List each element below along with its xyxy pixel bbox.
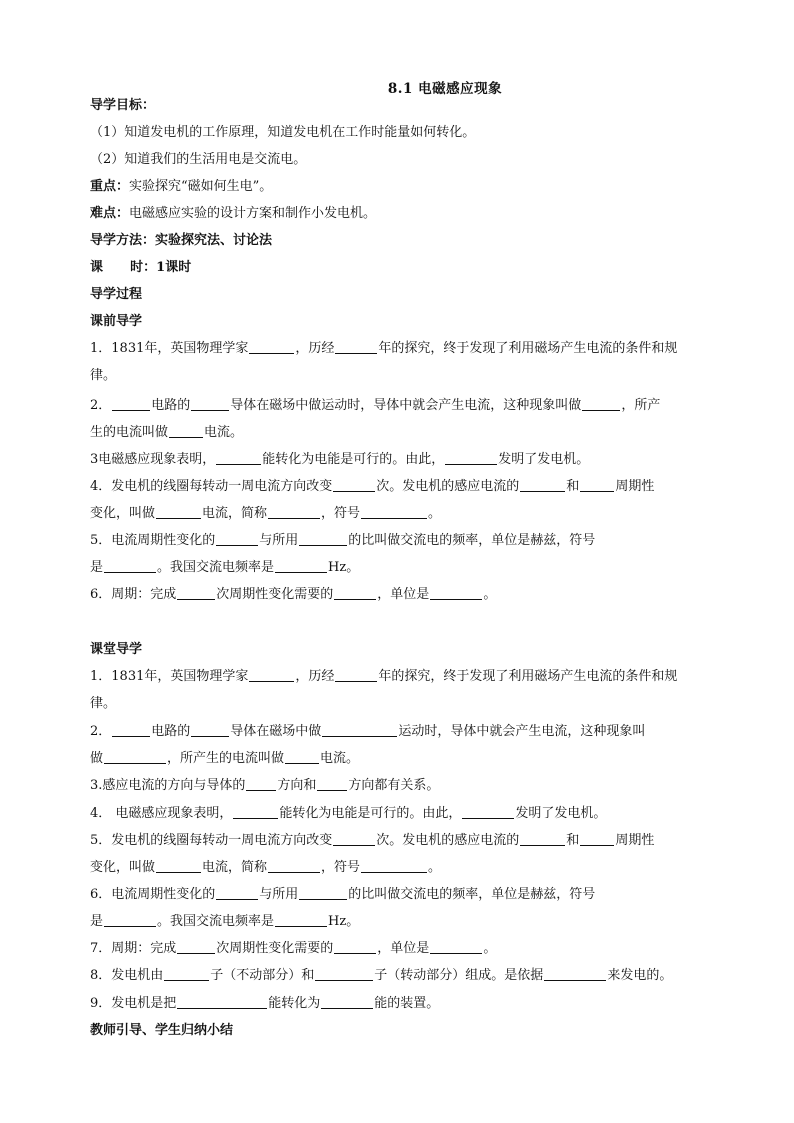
text: 和 [566, 479, 580, 494]
text: 电路的 [151, 724, 191, 739]
blank [104, 559, 156, 573]
class-q2-line2 [90, 750, 720, 768]
period-line [90, 259, 720, 277]
class-q6-line1 [90, 886, 720, 904]
blank [268, 859, 320, 873]
text: 年的探究，终于发现了利用磁场产生电流的条件和规 [378, 341, 678, 356]
blank [582, 397, 620, 411]
class-q6-line2 [90, 913, 720, 931]
blank [361, 505, 427, 519]
text: 的比叫做交流电的频率，单位是赫兹，符号 [348, 887, 596, 902]
pre-q4-line1 [90, 478, 720, 496]
difficult-label: 难点： [90, 206, 130, 221]
text: 变化，叫做 [90, 860, 156, 875]
text: 导体在磁场中做 [230, 724, 322, 739]
blank [520, 478, 565, 492]
class-q5-line1 [90, 832, 720, 850]
period-value: 1课时 [156, 260, 192, 275]
text: 2． [90, 724, 112, 739]
text: 与所用 [259, 887, 299, 902]
text: 次周期性变化需要的 [216, 941, 334, 956]
process-heading: 导学过程 [90, 287, 143, 302]
blank [445, 451, 497, 465]
class-q3 [90, 777, 720, 795]
text: 发明了发电机。 [498, 452, 590, 467]
text: Hz。 [328, 914, 360, 929]
text: 9．发电机是把 [90, 996, 177, 1011]
pre-q2-line2 [90, 424, 720, 442]
text: 和 [566, 833, 580, 848]
blank [317, 777, 347, 791]
blank [216, 451, 261, 465]
key-label: 重点： [90, 179, 130, 194]
text: 。 [483, 587, 497, 602]
blank [177, 586, 215, 600]
class-q1-line2: 律。 [90, 696, 117, 711]
pre-q1-line2: 律。 [90, 368, 117, 383]
pre-q2-line1 [90, 397, 720, 415]
blank [112, 397, 150, 411]
blank [299, 886, 347, 900]
text: 能的装置。 [374, 996, 440, 1011]
text: 1．1831年，英国物理学家 [90, 341, 249, 356]
pre-q3 [90, 451, 720, 469]
blank [462, 805, 514, 819]
text: 7．周期：完成 [90, 941, 177, 956]
pre-q1-line1 [90, 340, 720, 358]
text: 导体在磁场中做运动时，导体中就会产生电流，这种现象叫做 [230, 398, 582, 413]
text: 发明了发电机。 [515, 806, 607, 821]
method-line: 导学方法：实验探究法、讨论法 [90, 233, 273, 248]
text: 周期性 [615, 479, 655, 494]
text: 4．发电机的线圈每转动一周电流方向改变 [90, 479, 333, 494]
text: 1．1831年，英国物理学家 [90, 669, 249, 684]
text: 电流，简称 [202, 506, 268, 521]
blank [104, 750, 166, 764]
text: 方向都有关系。 [348, 778, 440, 793]
blank [430, 586, 482, 600]
text: 3.感应电流的方向与导体的 [90, 778, 246, 793]
blank [335, 668, 377, 682]
class-q9 [90, 995, 720, 1013]
text: 次周期性变化需要的 [216, 587, 334, 602]
class-q1-line1 [90, 668, 720, 686]
text: 次。发电机的感应电流的 [376, 479, 520, 494]
text: ，符号 [321, 506, 361, 521]
blank [268, 505, 320, 519]
text: ，符号 [321, 860, 361, 875]
blank [104, 913, 156, 927]
blank [164, 967, 209, 981]
blank [177, 995, 267, 1009]
blank [275, 559, 327, 573]
text: 电流。 [320, 751, 360, 766]
blank [233, 805, 278, 819]
class-q7 [90, 940, 720, 958]
summary-heading: 教师引导、学生归纳小结 [90, 1023, 234, 1038]
blank [334, 586, 376, 600]
text: 电流。 [204, 425, 244, 440]
key-text: 实验探究“磁如何生电”。 [129, 179, 273, 194]
class-q4 [90, 805, 720, 823]
text: ，历经 [295, 341, 335, 356]
text: 能转化为电能是可行的。由此， [262, 452, 445, 467]
class-q8 [90, 967, 720, 985]
blank [156, 505, 201, 519]
text: 5．电流周期性变化的 [90, 533, 216, 548]
text: 8．发电机由 [90, 968, 164, 983]
blank [321, 995, 373, 1009]
text: 6．周期：完成 [90, 587, 177, 602]
in-class-heading: 课堂导学 [90, 642, 143, 657]
text: 2． [90, 398, 112, 413]
blank [334, 940, 376, 954]
text: 。 [428, 506, 442, 521]
blank [335, 340, 377, 354]
text: ，单位是 [377, 587, 430, 602]
text: ，所产 [621, 398, 661, 413]
text: 3电磁感应现象表明， [90, 452, 216, 467]
blank [156, 859, 201, 873]
blank [315, 967, 373, 981]
text: 6．电流周期性变化的 [90, 887, 216, 902]
text: 生的电流叫做 [90, 425, 169, 440]
blank [322, 723, 397, 737]
text: 的比叫做交流电的频率，单位是赫兹，符号 [348, 533, 596, 548]
blank [246, 777, 276, 791]
blank [275, 913, 327, 927]
text: Hz。 [328, 560, 360, 575]
pre-class-heading: 课前导学 [90, 314, 143, 329]
text: 年的探究，终于发现了利用磁场产生电流的条件和规 [378, 669, 678, 684]
text: 电路的 [151, 398, 191, 413]
text: 4． 电磁感应现象表明， [90, 806, 233, 821]
text: 。 [483, 941, 497, 956]
blank [249, 340, 294, 354]
text: 能转化为电能是可行的。由此， [279, 806, 462, 821]
blank [580, 478, 614, 492]
key-point [90, 178, 720, 196]
blank [169, 424, 203, 438]
blank [177, 940, 215, 954]
goals-heading: 导学目标： [90, 98, 156, 113]
goal-1: （1）知道发电机的工作原理，知道发电机在工作时能量如何转化。 [90, 125, 476, 140]
text: 。我国交流电频率是 [157, 914, 275, 929]
blank [191, 397, 229, 411]
text: 能转化为 [268, 996, 321, 1011]
blank [520, 832, 565, 846]
goal-2: （2）知道我们的生活用电是交流电。 [90, 152, 307, 167]
text: ，历经 [295, 669, 335, 684]
class-q5-line2 [90, 859, 720, 877]
difficult-text: 电磁感应实验的设计方案和制作小发电机。 [129, 206, 377, 221]
pre-q6 [90, 586, 720, 604]
text: 运动时，导体中就会产生电流，这种现象叫 [398, 724, 646, 739]
text: ，所产生的电流叫做 [167, 751, 285, 766]
text: 5．发电机的线圈每转动一周电流方向改变 [90, 833, 333, 848]
text: 电流，简称 [202, 860, 268, 875]
blank [216, 532, 258, 546]
blank [361, 859, 427, 873]
text: 次。发电机的感应电流的 [376, 833, 520, 848]
blank [430, 940, 482, 954]
blank [216, 886, 258, 900]
blank [333, 832, 375, 846]
difficult-point [90, 205, 720, 223]
pre-q4-line2 [90, 505, 720, 523]
text: 做 [90, 751, 104, 766]
text: 是 [90, 560, 104, 575]
blank [580, 832, 614, 846]
text: 方向和 [277, 778, 317, 793]
text: 。我国交流电频率是 [157, 560, 275, 575]
text: 来发电的。 [607, 968, 673, 983]
text: 变化，叫做 [90, 506, 156, 521]
blank [191, 723, 229, 737]
pre-q5-line1 [90, 532, 720, 550]
blank [299, 532, 347, 546]
text: 是 [90, 914, 104, 929]
pre-q5-line2 [90, 559, 720, 577]
class-q2-line1 [90, 723, 720, 741]
blank [333, 478, 375, 492]
text: ，单位是 [377, 941, 430, 956]
blank [112, 723, 150, 737]
text: 子（转动部分）组成。是依据 [374, 968, 544, 983]
text: 与所用 [259, 533, 299, 548]
page-title: 8.1 电磁感应现象 [387, 81, 503, 97]
blank [544, 967, 606, 981]
blank [249, 668, 294, 682]
text: 子（不动部分）和 [210, 968, 315, 983]
blank [285, 750, 319, 764]
text: 周期性 [615, 833, 655, 848]
text: 。 [428, 860, 442, 875]
period-label: 课 时： [90, 260, 157, 275]
